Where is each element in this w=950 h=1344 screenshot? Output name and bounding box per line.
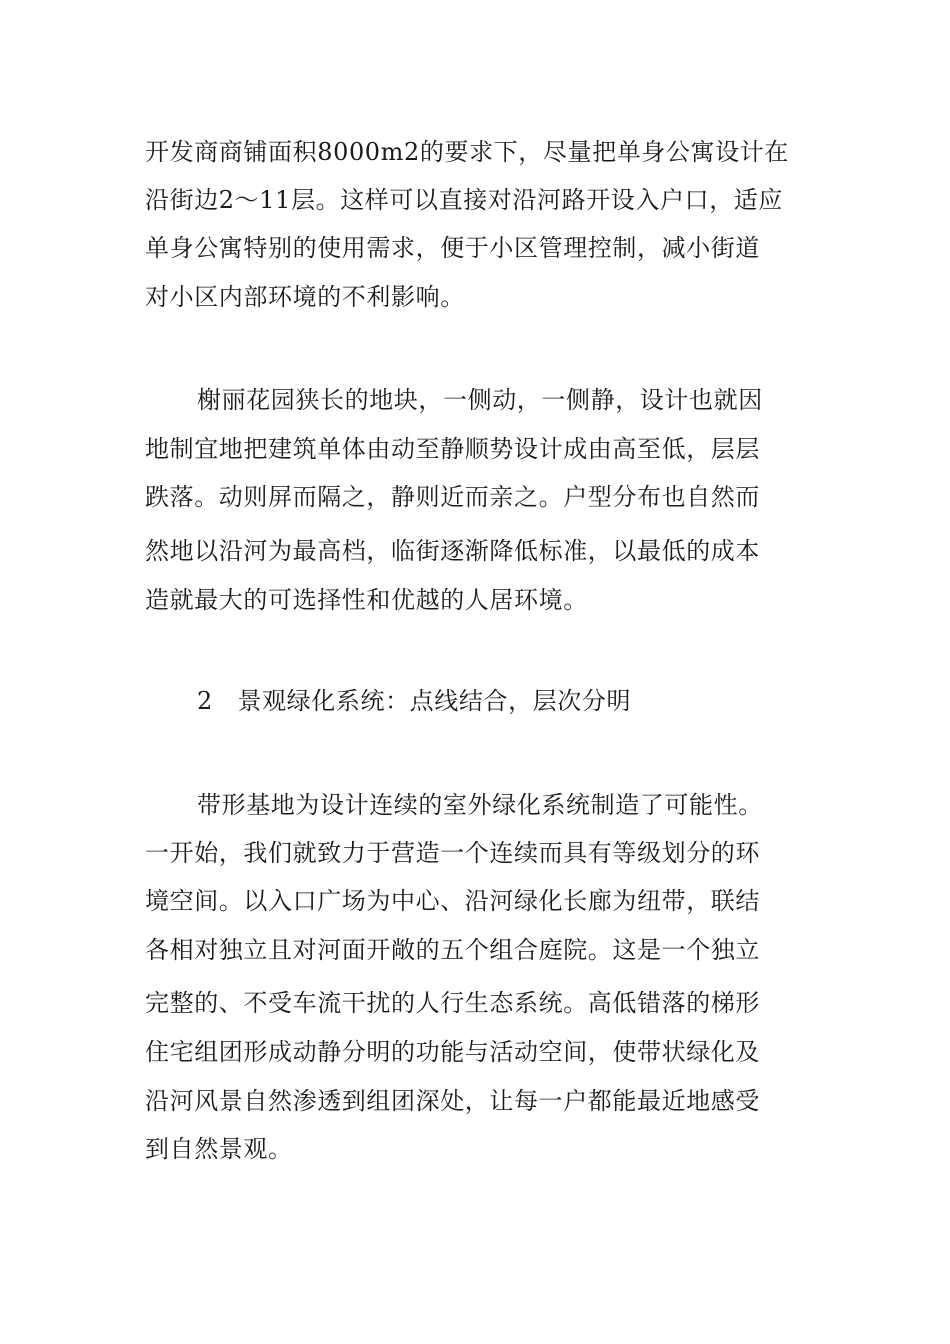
paragraph-line: 造就最大的可选择性和优越的人居环境。 (145, 586, 588, 614)
paragraph-line: 各相对独立且对河面开敞的五个组合庭院。这是一个独立 (145, 936, 760, 964)
paragraph-line: 单身公寓特别的使用需求，便于小区管理控制，减小街道 (145, 234, 760, 262)
paragraph-line: 对小区内部环境的不利影响。 (145, 283, 465, 311)
paragraph-line: 完整的、不受车流干扰的人行生态系统。高低错落的梯形 (145, 989, 760, 1017)
paragraph-line: 榭丽花园狭长的地块，一侧动，一侧静，设计也就因 (197, 386, 763, 414)
paragraph-line: 跌落。动则屏而隔之，静则近而亲之。户型分布也自然而 (145, 483, 760, 511)
paragraph-line: 境空间。以入口广场为中心、沿河绿化长廊为纽带，联结 (145, 887, 760, 915)
paragraph-line: 沿街边2～11层。这样可以直接对沿河路开设入户口，适应 (145, 186, 784, 214)
section-heading: 2 景观绿化系统：点线结合，层次分明 (197, 687, 632, 715)
paragraph-line: 一开始，我们就致力于营造一个连续而具有等级划分的环 (145, 839, 760, 867)
paragraph-line: 住宅组团形成动静分明的功能与活动空间，使带状绿化及 (145, 1038, 760, 1066)
paragraph-line: 带形基地为设计连续的室外绿化系统制造了可能性。 (197, 791, 763, 819)
paragraph-line: 地制宜地把建筑单体由动至静顺势设计成由高至低，层层 (145, 435, 760, 463)
paragraph-line: 然地以沿河为最高档，临街逐渐降低标准，以最低的成本 (145, 537, 760, 565)
paragraph-line: 沿河风景自然渗透到组团深处，让每一户都能最近地感受 (145, 1087, 760, 1115)
paragraph-line: 开发商商铺面积8000m2的要求下，尽量把单身公寓设计在 (145, 138, 789, 166)
paragraph-line: 到自然景观。 (145, 1135, 293, 1163)
